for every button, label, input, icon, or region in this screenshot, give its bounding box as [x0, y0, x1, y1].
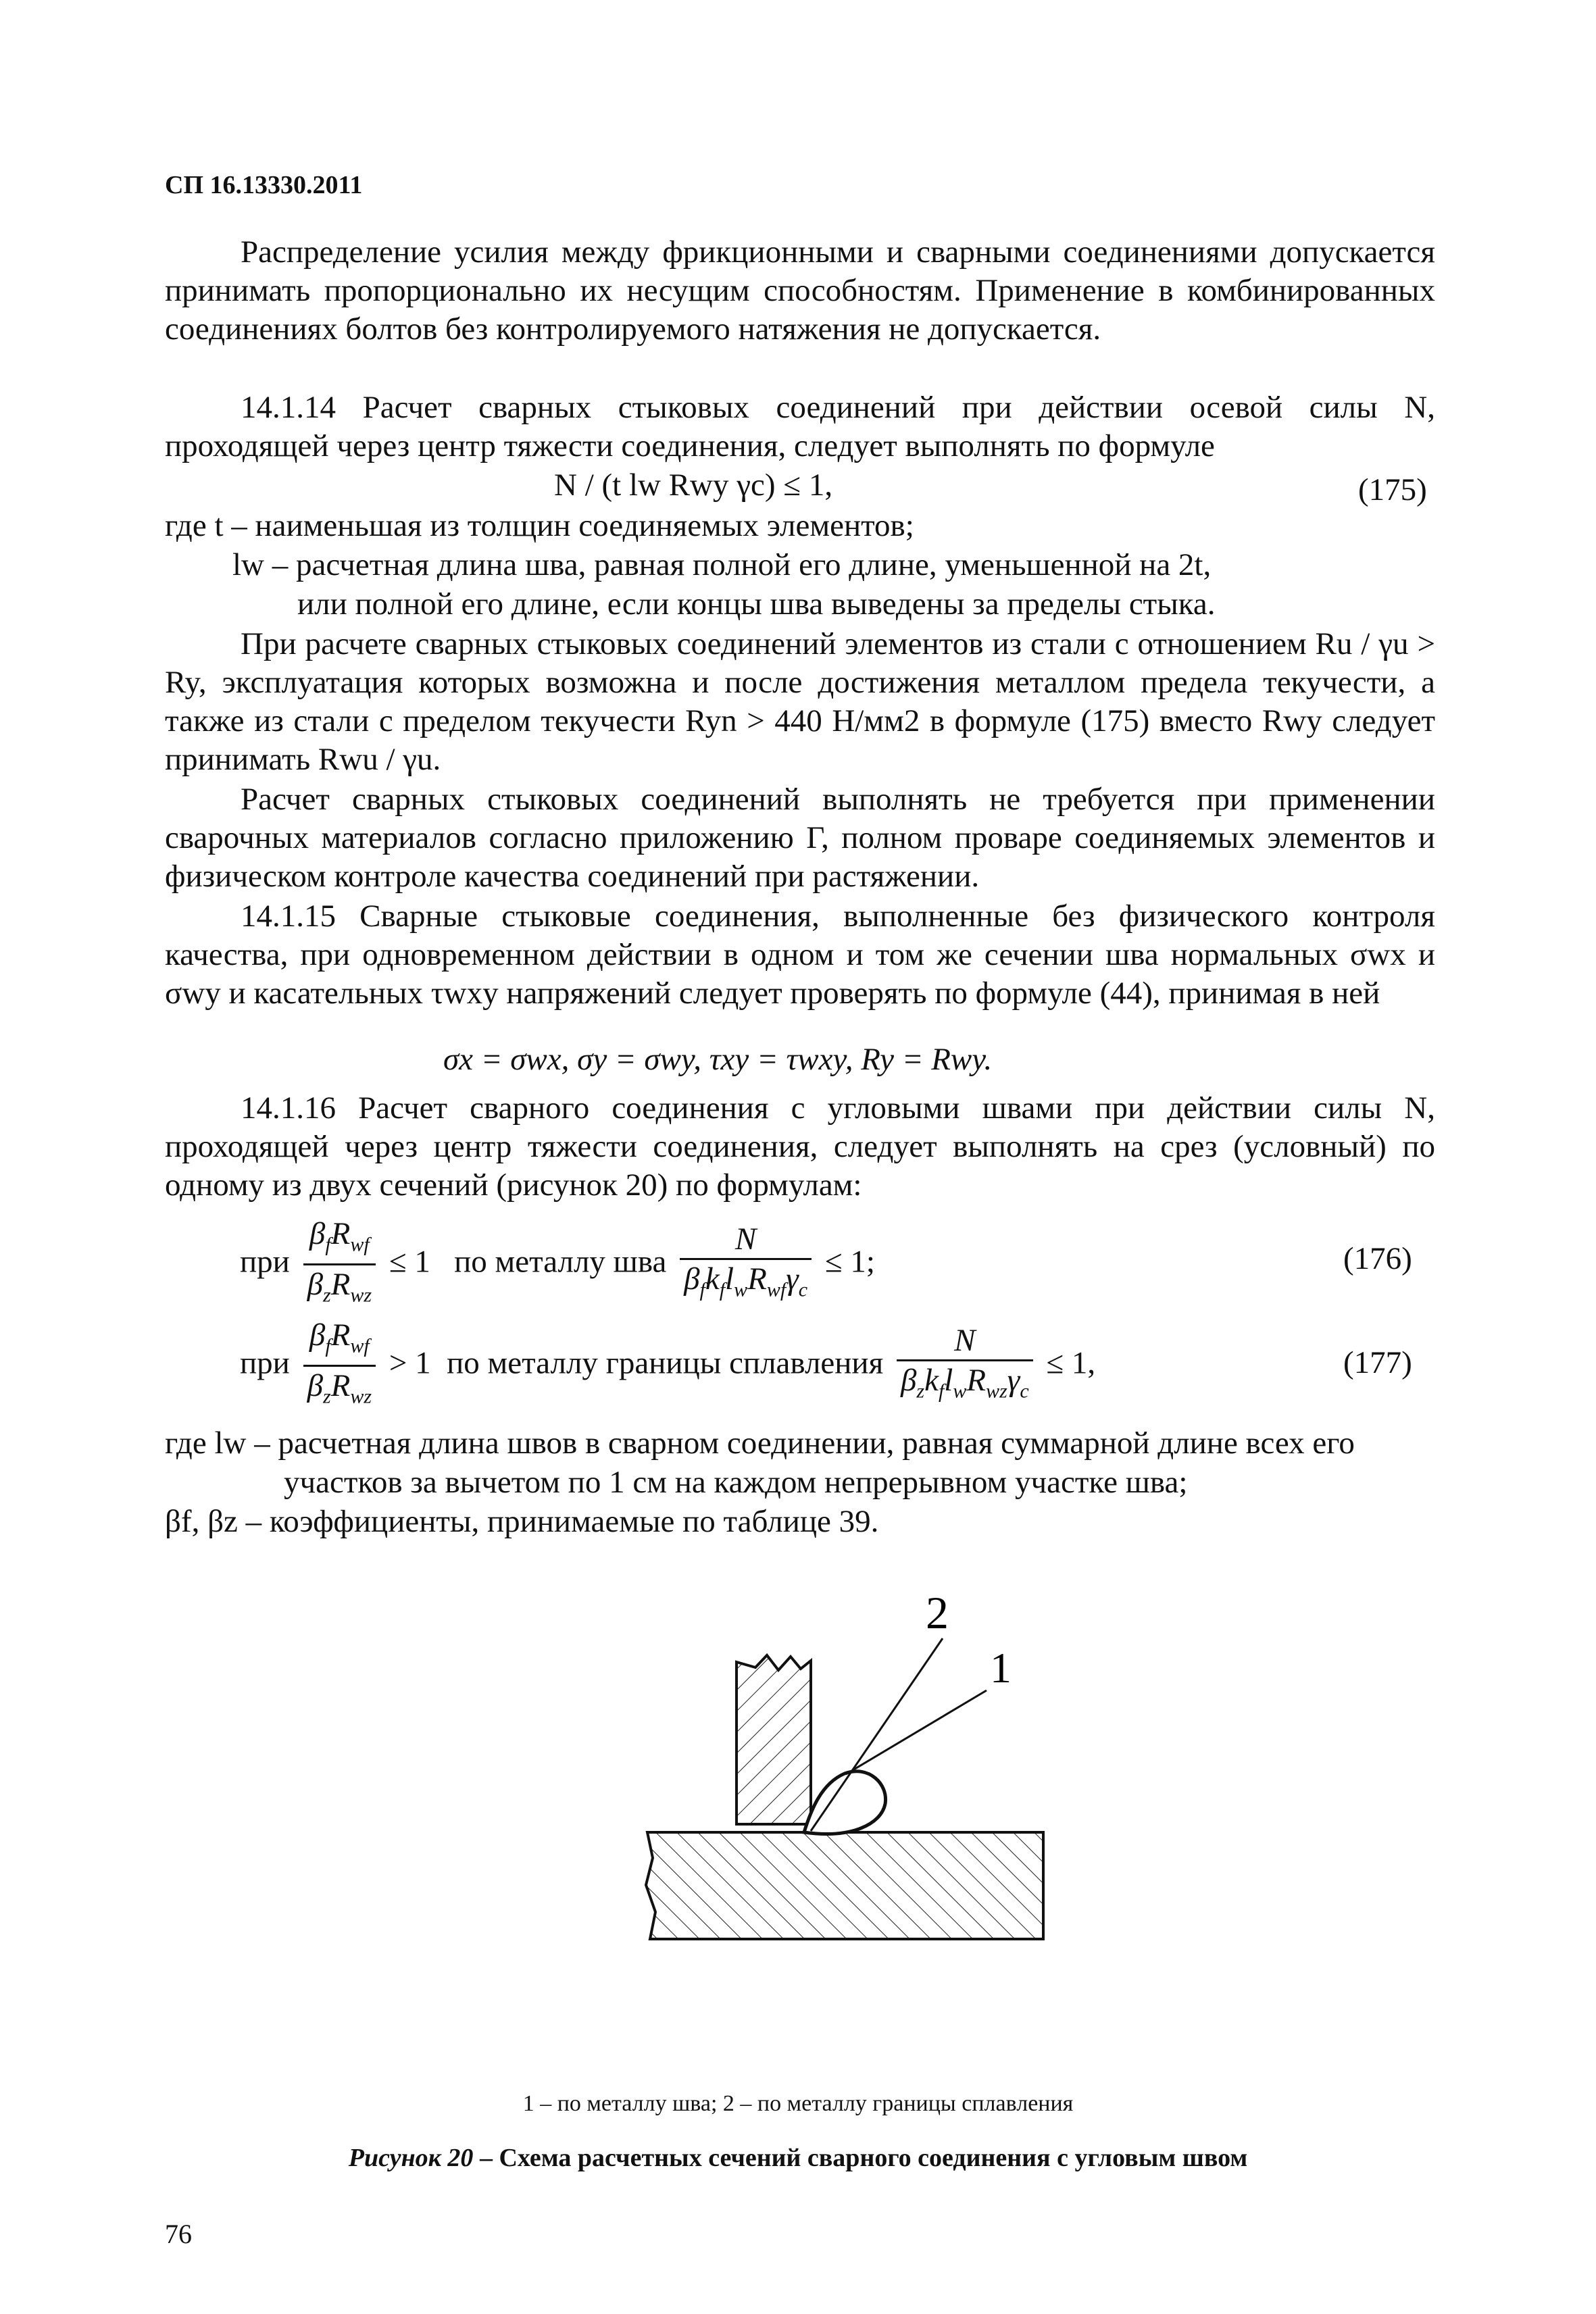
formula-177-gt1: > 1 — [389, 1345, 431, 1381]
page-number: 76 — [165, 2219, 192, 2249]
formula-176-le1: ≤ 1 — [389, 1244, 430, 1280]
vertical-plate — [737, 1655, 811, 1824]
equation-number-175: (175) — [1358, 472, 1427, 507]
figure-label-2: 2 — [926, 1587, 949, 1638]
figure-caption-prefix: Рисунок 20 — [348, 2144, 474, 2172]
paragraph-14-1-14 — [165, 388, 1435, 466]
paragraph-no-calc-text: Расчет сварных стыковых соединений выполнять не требуется при применении сварочных материалов согласно приложению Г, полном проваре соединяемых элементов и физическом контроле качества соединений при растяжении. — [165, 782, 1435, 894]
paragraph-1-text: Распределение усилия между фрикционными и сварными соединениями допускается принимать пропорционально их несущим способностям. Применение в комбинированных соединениях болтов без контролируемого натяжения не допускается. — [165, 234, 1435, 347]
leader-1 — [846, 1690, 987, 1774]
formula-176-le1b: ≤ 1; — [824, 1244, 875, 1280]
equation-number-177: (177) — [1343, 1345, 1412, 1380]
formula-177-main: $\frac{N}{\beta_zk_fl_wR_{wz}\gamma_c}$ — [897, 1323, 1033, 1409]
formula-176-main: $\frac{N}{\beta_fk_fl_wR_{wf}\gamma_c}$ — [680, 1222, 812, 1307]
document-header: СП 16.13330.2011 — [165, 171, 363, 199]
where-lw-continuation: или полной его длине, если концы шва выведены за пределы стыка. — [297, 586, 1216, 622]
paragraph-14-1-16-text: 14.1.16 Расчет сварного соединения с угловыми швами при действии силы N, проходящей через центр тяжести соединения, следует выполнять на срез (условный) по одному из двух сечений (рисунок 20) по формулам: — [165, 1090, 1435, 1203]
formula-175: N / (t lw Rwy γc) ≤ 1, — [554, 468, 833, 503]
formula-176-pri: при — [240, 1244, 290, 1280]
figure-legend: 1 – по металлу шва; 2 – по металлу границы сплавления — [522, 2091, 1074, 2116]
formula-176 — [240, 1216, 875, 1313]
where-t: где t – наименьшая из толщин соединяемых элементов; — [165, 508, 914, 543]
formula-176-ratio: $\frac{\beta_fR_{wf}}{\beta_zR_{wz}}$ — [303, 1216, 376, 1313]
equation-number-176: (176) — [1343, 1241, 1412, 1276]
formula-44-substitution: σx = σwx, σy = σwy, τxy = τwxy, Ry = Rwy. — [443, 1042, 993, 1077]
paragraph-14-1-14-text: 14.1.14 Расчет сварных стыковых соединений при действии осевой силы N, проходящей через центр тяжести соединения, следует выполнять по формуле — [165, 390, 1435, 463]
where2-lw: где lw – расчетная длина швов в сварном соединении, равная суммарной длине всех его — [165, 1426, 1355, 1461]
where2-lw-continuation: участков за вычетом по 1 см на каждом непрерывном участке шва; — [284, 1465, 1188, 1500]
paragraph-14-1-16 — [165, 1089, 1435, 1205]
paragraph-14-1-15 — [165, 897, 1435, 1013]
formula-176-text: по металлу шва — [454, 1244, 667, 1280]
paragraph-no-calc — [165, 780, 1435, 896]
formula-177-pri: при — [240, 1345, 290, 1381]
paragraph-steel-ratio — [165, 625, 1435, 779]
paragraph-steel-ratio-text: При расчете сварных стыковых соединений элементов из стали с отношением Ru / γu > Ry, эксплуатация которых возможна и после достижения металлом предела текучести, а также из стали с пределом текучести Ryn > 440 Н/мм2 в формуле (175) вместо Rwy следует принимать Rwu / γu. — [165, 626, 1435, 777]
figure-caption-title: – Схема расчетных сечений сварного соединения с угловым швом — [473, 2144, 1248, 2172]
where-lw: lw – расчетная длина шва, равная полной его длине, уменьшенной на 2t, — [232, 547, 1212, 582]
figure-label-1: 1 — [990, 1644, 1012, 1692]
formula-177-text: по металлу границы сплавления — [447, 1345, 884, 1381]
formula-177-ratio: $\frac{\beta_fR_{wf}}{\beta_zR_{wz}}$ — [303, 1317, 376, 1415]
formula-177-le1b: ≤ 1, — [1046, 1345, 1096, 1381]
paragraph-14-1-15-text: 14.1.15 Сварные стыковые соединения, выполненные без физического контроля качества, при одновременном действии в одном и том же сечении шва нормальных σwx и σwy и касательных τwxy напряжений следует проверять по формуле (44), принимая в ней — [165, 899, 1435, 1011]
figure-20-fillet-weld-diagram — [635, 1581, 1054, 2013]
paragraph-1 — [165, 233, 1435, 349]
formula-177 — [240, 1317, 1095, 1415]
where2-beta: βf, βz – коэффициенты, принимаемые по таблице 39. — [165, 1504, 879, 1539]
base-plate — [646, 1832, 1043, 1939]
figure-caption — [0, 2143, 1596, 2173]
